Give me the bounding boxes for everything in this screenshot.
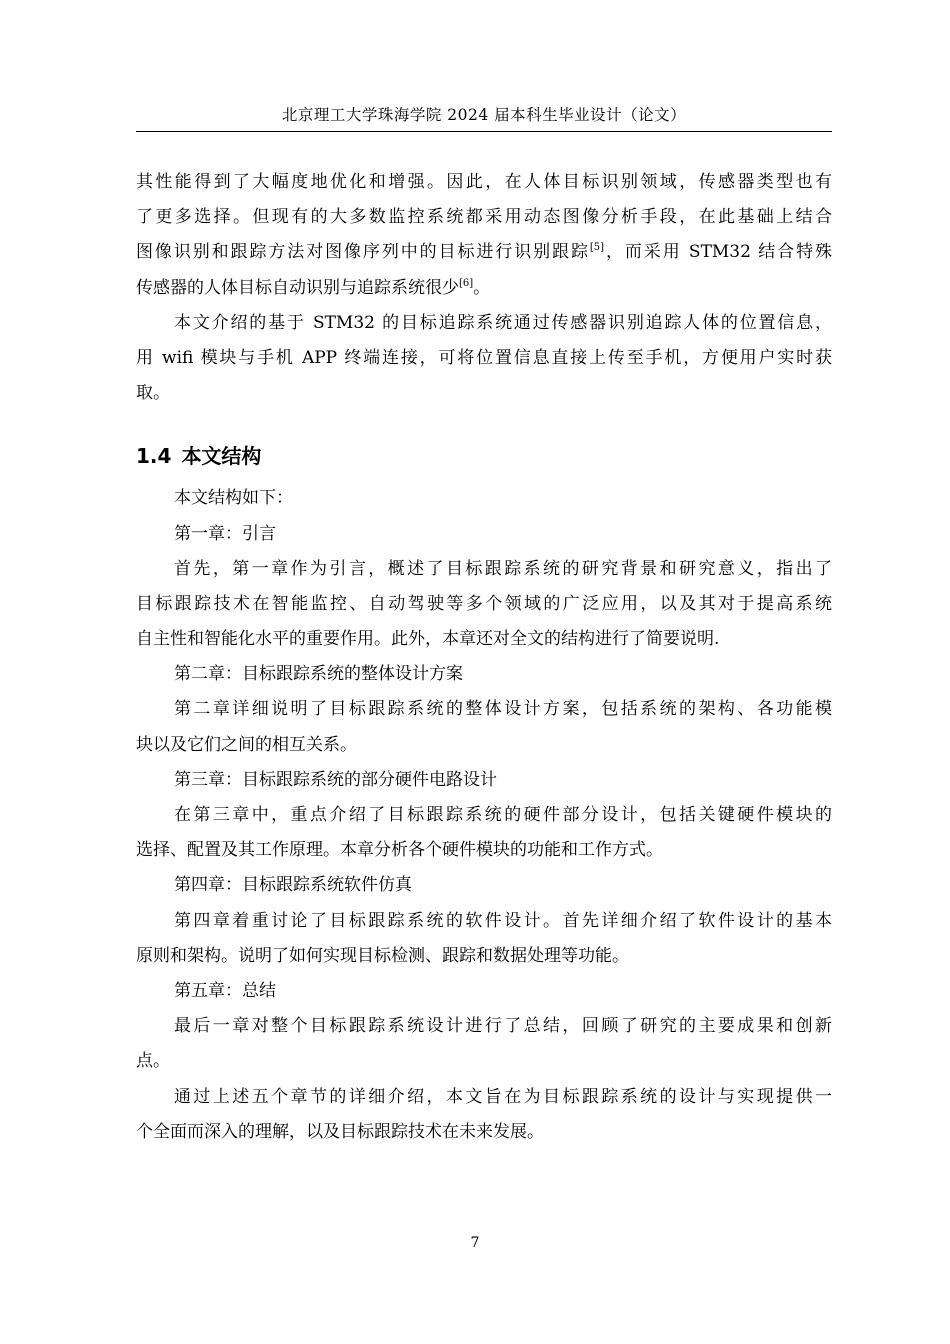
line-text: 其性能得到了大幅度地优化和增强。因此，在人体目标识别领域，传感器类型也有 bbox=[136, 172, 832, 192]
paragraph-line: 选择、配置及其工作原理。本章分析各个硬件模块的功能和工作方式。 bbox=[136, 840, 663, 861]
paragraph-line: 第四章着重讨论了目标跟踪系统的软件设计。首先详细介绍了软件设计的基本 bbox=[174, 910, 832, 931]
section-spacer bbox=[136, 411, 832, 431]
paragraph-line: 第三章：目标跟踪系统的部分硬件电路设计 bbox=[174, 769, 497, 790]
paragraph bbox=[136, 517, 832, 552]
line-text: ，而采用 STM32 结合特殊 bbox=[604, 242, 832, 263]
paragraph bbox=[136, 904, 832, 974]
line-text: 图像识别和跟踪方法对图像序列中的目标进行识别跟踪 bbox=[136, 242, 590, 263]
paragraph-line: 第二章详细说明了目标跟踪系统的整体设计方案，包括系统的架构、各功能模 bbox=[174, 699, 832, 720]
paragraph-line: 第二章：目标跟踪系统的整体设计方案 bbox=[174, 664, 463, 685]
paragraph-line: 目标跟踪技术在智能监控、自动驾驶等多个领域的广泛应用，以及其对于提高系统 bbox=[136, 593, 832, 614]
paragraph-line: 自主性和智能化水平的重要作用。此外，本章还对全文的结构进行了简要说明. bbox=[136, 629, 720, 650]
line-text: 传感器的人体目标自动识别与追踪系统很少 bbox=[136, 277, 459, 298]
citation-ref: [5] bbox=[589, 242, 605, 254]
paragraph bbox=[136, 868, 832, 903]
paragraph-line: 第一章：引言 bbox=[174, 523, 276, 544]
paragraph-line bbox=[136, 271, 832, 306]
paragraph-line: 第四章：目标跟踪系统软件仿真 bbox=[174, 875, 412, 896]
section-heading bbox=[136, 431, 832, 481]
document-body bbox=[136, 165, 832, 1150]
line-text: 本文介绍的基于 STM32 的目标追踪系统通过传感器识别追踪人体的位置信息， bbox=[174, 312, 832, 333]
paragraph bbox=[136, 552, 832, 658]
section-number: 1.4 bbox=[136, 444, 172, 469]
paragraph-line: 原则和架构。说明了如何实现目标检测、跟踪和数据处理等功能。 bbox=[136, 945, 629, 966]
paragraph-line: 第五章：总结 bbox=[174, 980, 276, 1001]
line-text: 取。 bbox=[136, 383, 170, 404]
paragraph-line bbox=[136, 376, 832, 411]
line-text: 用 wifi 模块与手机 APP 终端连接，可将位置信息直接上传至手机，方便用户实时获 bbox=[136, 347, 832, 368]
paragraph bbox=[136, 692, 832, 762]
header-divider bbox=[136, 131, 832, 132]
paragraph-line bbox=[136, 341, 832, 376]
paragraph bbox=[136, 165, 832, 306]
paragraph-line bbox=[136, 200, 832, 235]
paragraph-line bbox=[136, 235, 832, 270]
line-text: 。 bbox=[473, 277, 491, 298]
paragraph-line: 块以及它们之间的相互关系。 bbox=[136, 734, 357, 755]
page-header-title: 北京理工大学珠海学院 2024 届本科生毕业设计（论文） bbox=[281, 106, 687, 124]
paragraph bbox=[136, 974, 832, 1009]
paragraph bbox=[136, 1080, 832, 1150]
paragraph bbox=[136, 763, 832, 798]
section-body bbox=[136, 481, 832, 1150]
paragraph bbox=[136, 657, 832, 692]
citation-ref: [6] bbox=[459, 277, 474, 289]
paragraph-line: 在第三章中，重点介绍了目标跟踪系统的硬件部分设计，包括关键硬件模块的 bbox=[174, 805, 832, 825]
paragraph-line bbox=[136, 165, 832, 200]
line-text: 了更多选择。但现有的大多数监控系统都采用动态图像分析手段，在此基础上结合 bbox=[136, 207, 832, 228]
paragraph-line bbox=[136, 306, 832, 341]
paragraph-line: 点。 bbox=[136, 1051, 170, 1072]
section-title: 本文结构 bbox=[181, 444, 262, 469]
paragraph-line: 个全面而深入的理解，以及目标跟踪技术在未来发展。 bbox=[136, 1121, 544, 1142]
intro-section bbox=[136, 165, 832, 411]
paragraph bbox=[136, 1009, 832, 1079]
paragraph-line: 本文结构如下： bbox=[174, 488, 293, 509]
paragraph-line: 首先，第一章作为引言，概述了目标跟踪系统的研究背景和研究意义，指出了 bbox=[174, 558, 832, 579]
paragraph-line: 通过上述五个章节的详细介绍，本文旨在为目标跟踪系统的设计与实现提供一 bbox=[174, 1086, 832, 1107]
paragraph-line: 最后一章对整个目标跟踪系统设计进行了总结，回顾了研究的主要成果和创新 bbox=[174, 1016, 832, 1037]
paragraph bbox=[136, 798, 832, 868]
paragraph bbox=[136, 306, 832, 412]
paragraph bbox=[136, 481, 832, 516]
page-number: 7 bbox=[470, 1235, 480, 1251]
